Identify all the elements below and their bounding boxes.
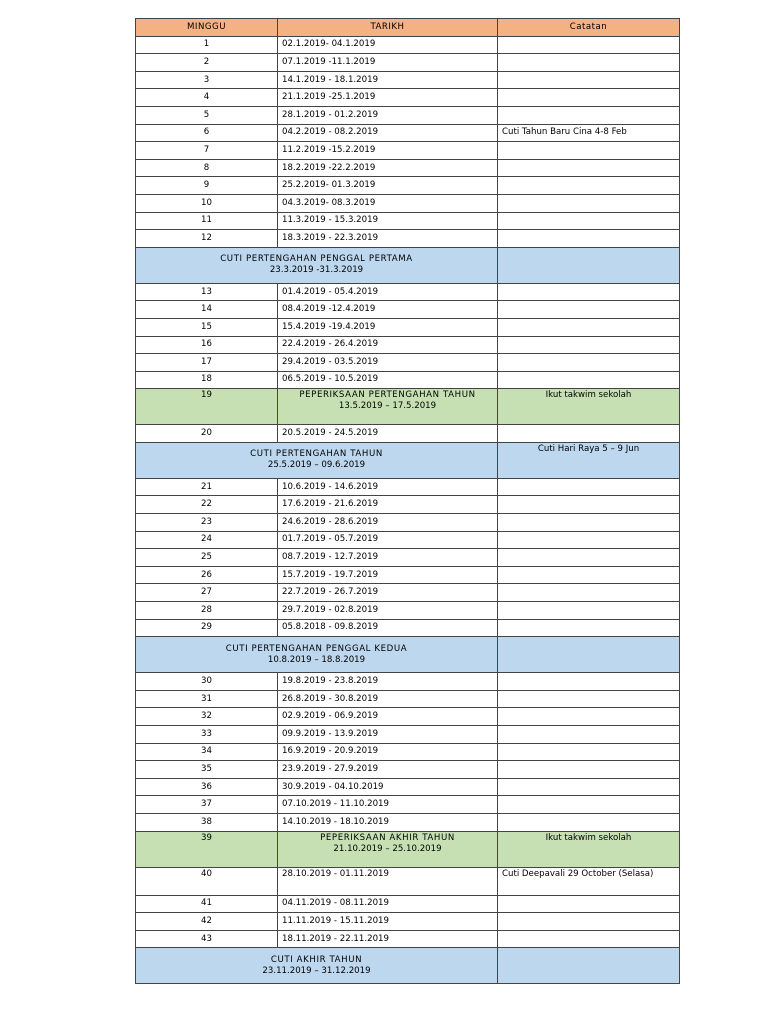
week-note: Cuti Deepavali 29 October (Selasa) [498, 867, 680, 895]
week-row [136, 283, 680, 301]
week-dates: 18.3.2019 - 22.3.2019 [278, 230, 498, 248]
week-note [498, 743, 680, 761]
week-number: 8 [136, 159, 278, 177]
week-dates: 02.1.2019- 04.1.2019 [278, 36, 498, 54]
week-dates: 04.11.2019 - 08.11.2019 [278, 895, 498, 913]
holiday-note [498, 948, 680, 984]
week-row [136, 194, 680, 212]
week-number: 9 [136, 177, 278, 195]
week-note [498, 796, 680, 814]
week-dates: 22.4.2019 - 26.4.2019 [278, 336, 498, 354]
week-dates: 15.7.2019 - 19.7.2019 [278, 566, 498, 584]
week-note [498, 778, 680, 796]
week-row [136, 690, 680, 708]
week-dates: 04.2.2019 - 08.2.2019 [278, 124, 498, 142]
holiday-row [136, 948, 680, 984]
week-number: 30 [136, 673, 278, 691]
week-note [498, 895, 680, 913]
week-dates: 24.6.2019 - 28.6.2019 [278, 514, 498, 532]
week-row [136, 743, 680, 761]
week-number: 18 [136, 371, 278, 389]
week-dates: 06.5.2019 - 10.5.2019 [278, 371, 498, 389]
header-row [136, 19, 680, 37]
week-number: 26 [136, 566, 278, 584]
week-row [136, 36, 680, 54]
week-row [136, 106, 680, 124]
week-row [136, 159, 680, 177]
week-number: 7 [136, 142, 278, 160]
week-number: 27 [136, 584, 278, 602]
week-row [136, 761, 680, 779]
week-number: 23 [136, 514, 278, 532]
week-note [498, 514, 680, 532]
week-dates: 07.10.2019 - 11.10.2019 [278, 796, 498, 814]
week-note [498, 212, 680, 230]
week-number: 12 [136, 230, 278, 248]
week-number: 22 [136, 496, 278, 514]
week-dates: 18.2.2019 -22.2.2019 [278, 159, 498, 177]
week-row [136, 371, 680, 389]
week-row [136, 336, 680, 354]
week-number: 15 [136, 318, 278, 336]
week-note [498, 194, 680, 212]
week-number: 31 [136, 690, 278, 708]
week-note [498, 159, 680, 177]
holiday-cell [136, 247, 498, 283]
week-number: 42 [136, 913, 278, 931]
holiday-row [136, 247, 680, 283]
holiday-dates: 25.5.2019 – 09.6.2019 [267, 460, 366, 471]
week-number: 37 [136, 796, 278, 814]
week-number: 11 [136, 212, 278, 230]
week-dates: 17.6.2019 - 21.6.2019 [278, 496, 498, 514]
week-note [498, 54, 680, 72]
exam-dates: 13.5.2019 – 17.5.2019 [338, 401, 437, 412]
week-dates: 21.1.2019 -25.1.2019 [278, 89, 498, 107]
week-row [136, 549, 680, 567]
week-number: 17 [136, 354, 278, 372]
week-note [498, 230, 680, 248]
week-row [136, 318, 680, 336]
week-dates: 28.10.2019 - 01.11.2019 [278, 867, 498, 895]
week-dates: 01.7.2019 - 05.7.2019 [278, 531, 498, 549]
week-dates: 05.8.2018 - 09.8.2019 [278, 619, 498, 637]
holiday-title: CUTI AKHIR TAHUN [270, 954, 363, 965]
week-number: 41 [136, 895, 278, 913]
week-row [136, 930, 680, 948]
week-number: 13 [136, 283, 278, 301]
week-note [498, 71, 680, 89]
week-dates: 14.10.2019 - 18.10.2019 [278, 813, 498, 831]
week-note [498, 708, 680, 726]
week-row [136, 584, 680, 602]
week-row [136, 54, 680, 72]
week-row [136, 708, 680, 726]
week-row [136, 496, 680, 514]
week-number: 3 [136, 71, 278, 89]
week-number: 39 [136, 831, 278, 867]
week-note [498, 301, 680, 319]
week-dates: 16.9.2019 - 20.9.2019 [278, 743, 498, 761]
week-row [136, 566, 680, 584]
week-note [498, 531, 680, 549]
week-row [136, 212, 680, 230]
exam-row [136, 389, 680, 425]
week-number: 6 [136, 124, 278, 142]
week-dates: 11.2.2019 -15.2.2019 [278, 142, 498, 160]
week-row [136, 478, 680, 496]
week-row [136, 673, 680, 691]
calendar-table [135, 18, 680, 984]
week-row [136, 514, 680, 532]
holiday-title: CUTI PERTENGAHAN TAHUN [250, 449, 383, 460]
week-number: 40 [136, 867, 278, 895]
week-dates: 11.11.2019 - 15.11.2019 [278, 913, 498, 931]
week-dates: 18.11.2019 - 22.11.2019 [278, 930, 498, 948]
week-number: 43 [136, 930, 278, 948]
week-row [136, 778, 680, 796]
week-dates: 30.9.2019 - 04.10.2019 [278, 778, 498, 796]
week-row [136, 425, 680, 443]
holiday-dates: 23.11.2019 – 31.12.2019 [262, 965, 371, 976]
week-number: 21 [136, 478, 278, 496]
week-row [136, 177, 680, 195]
week-note [498, 602, 680, 620]
week-note [498, 566, 680, 584]
week-number: 33 [136, 726, 278, 744]
week-note [498, 336, 680, 354]
week-number: 34 [136, 743, 278, 761]
holiday-note: Cuti Hari Raya 5 – 9 Jun [498, 442, 680, 478]
week-row [136, 230, 680, 248]
week-number: 10 [136, 194, 278, 212]
week-dates: 26.8.2019 - 30.8.2019 [278, 690, 498, 708]
week-dates: 11.3.2019 - 15.3.2019 [278, 212, 498, 230]
week-number: 4 [136, 89, 278, 107]
week-dates: 19.8.2019 - 23.8.2019 [278, 673, 498, 691]
week-number: 29 [136, 619, 278, 637]
week-note [498, 89, 680, 107]
week-row [136, 124, 680, 142]
week-number: 14 [136, 301, 278, 319]
holiday-note [498, 247, 680, 283]
week-dates: 28.1.2019 - 01.2.2019 [278, 106, 498, 124]
week-dates: 02.9.2019 - 06.9.2019 [278, 708, 498, 726]
holiday-row [136, 637, 680, 673]
week-note [498, 496, 680, 514]
week-row [136, 726, 680, 744]
week-dates: 14.1.2019 - 18.1.2019 [278, 71, 498, 89]
holiday-dates: 23.3.2019 -31.3.2019 [269, 265, 364, 276]
week-number: 24 [136, 531, 278, 549]
holiday-cell [136, 442, 498, 478]
week-number: 25 [136, 549, 278, 567]
header-minggu: MINGGU [136, 19, 278, 37]
exam-dates: 21.10.2019 – 25.10.2019 [333, 843, 442, 854]
week-number: 36 [136, 778, 278, 796]
exam-cell [278, 389, 498, 425]
holiday-title: CUTI PERTENGAHAN PENGGAL KEDUA [225, 643, 408, 654]
week-note [498, 177, 680, 195]
week-row [136, 602, 680, 620]
week-number: 20 [136, 425, 278, 443]
header-catatan: Catatan [498, 19, 680, 37]
week-row [136, 531, 680, 549]
week-dates: 23.9.2019 - 27.9.2019 [278, 761, 498, 779]
week-row [136, 354, 680, 372]
week-note [498, 619, 680, 637]
holiday-row [136, 442, 680, 478]
week-row [136, 619, 680, 637]
week-number: 2 [136, 54, 278, 72]
week-number: 35 [136, 761, 278, 779]
week-dates: 20.5.2019 - 24.5.2019 [278, 425, 498, 443]
holiday-cell [136, 948, 498, 984]
week-number: 19 [136, 389, 278, 425]
week-dates: 01.4.2019 - 05.4.2019 [278, 283, 498, 301]
week-note [498, 761, 680, 779]
week-number: 38 [136, 813, 278, 831]
week-note [498, 318, 680, 336]
week-note: Cuti Tahun Baru Cina 4-8 Feb [498, 124, 680, 142]
week-dates: 07.1.2019 -11.1.2019 [278, 54, 498, 72]
week-row [136, 796, 680, 814]
week-row [136, 867, 680, 895]
week-row [136, 71, 680, 89]
week-note [498, 371, 680, 389]
holiday-note [498, 637, 680, 673]
week-row [136, 142, 680, 160]
holiday-dates: 10.8.2019 – 18.8.2019 [267, 654, 366, 665]
holiday-cell [136, 637, 498, 673]
week-note [498, 584, 680, 602]
week-row [136, 895, 680, 913]
week-note [498, 690, 680, 708]
week-note [498, 354, 680, 372]
week-dates: 25.2.2019- 01.3.2019 [278, 177, 498, 195]
week-dates: 29.4.2019 - 03.5.2019 [278, 354, 498, 372]
week-note [498, 913, 680, 931]
week-dates: 04.3.2019- 08.3.2019 [278, 194, 498, 212]
week-note [498, 549, 680, 567]
exam-note: Ikut takwim sekolah [498, 831, 680, 867]
week-note [498, 283, 680, 301]
holiday-title: CUTI PERTENGAHAN PENGGAL PERTAMA [220, 254, 413, 265]
week-dates: 29.7.2019 - 02.8.2019 [278, 602, 498, 620]
week-note [498, 142, 680, 160]
week-dates: 08.4.2019 -12.4.2019 [278, 301, 498, 319]
week-note [498, 478, 680, 496]
week-number: 16 [136, 336, 278, 354]
header-tarikh: TARIKH [278, 19, 498, 37]
week-row [136, 913, 680, 931]
exam-row [136, 831, 680, 867]
week-number: 32 [136, 708, 278, 726]
exam-note: Ikut takwim sekolah [498, 389, 680, 425]
week-note [498, 673, 680, 691]
week-note [498, 813, 680, 831]
week-dates: 15.4.2019 -19.4.2019 [278, 318, 498, 336]
week-note [498, 106, 680, 124]
exam-title: PEPERIKSAAN AKHIR TAHUN [320, 832, 455, 843]
week-row [136, 301, 680, 319]
week-dates: 08.7.2019 - 12.7.2019 [278, 549, 498, 567]
week-row [136, 89, 680, 107]
exam-title: PEPERIKSAAN PERTENGAHAN TAHUN [299, 390, 476, 401]
week-row [136, 813, 680, 831]
week-number: 5 [136, 106, 278, 124]
week-number: 28 [136, 602, 278, 620]
week-note [498, 726, 680, 744]
week-dates: 09.9.2019 - 13.9.2019 [278, 726, 498, 744]
week-dates: 10.6.2019 - 14.6.2019 [278, 478, 498, 496]
week-note [498, 425, 680, 443]
week-note [498, 930, 680, 948]
week-note [498, 36, 680, 54]
exam-cell [278, 831, 498, 867]
week-number: 1 [136, 36, 278, 54]
week-dates: 22.7.2019 - 26.7.2019 [278, 584, 498, 602]
